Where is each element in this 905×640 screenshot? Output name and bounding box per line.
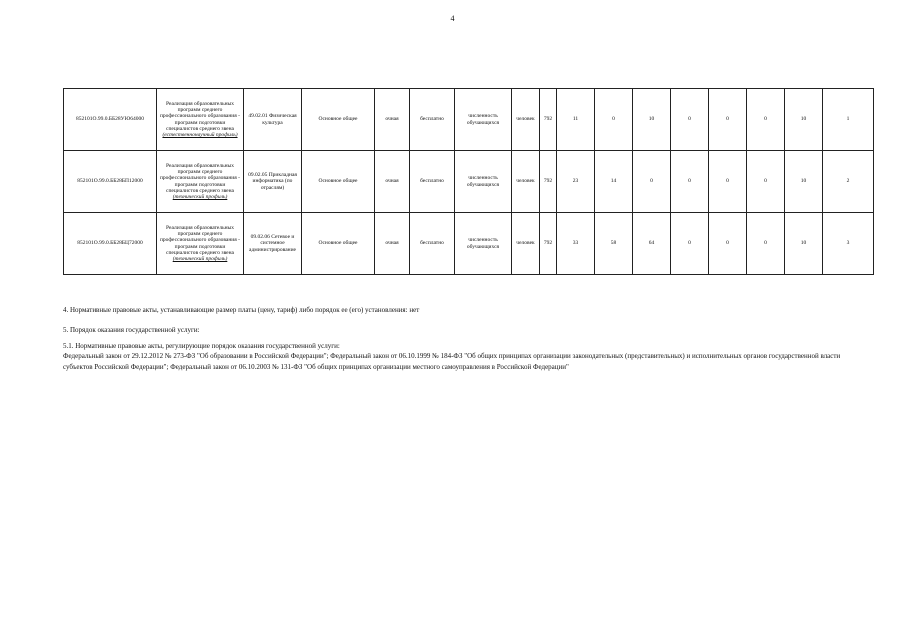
- section-5-1-laws: Федеральный закон от 29.12.2012 № 273-ФЗ "Об образовании в Российской Федерации"; Федеральный закон от 06.10.1999 № 184-ФЗ "Об общих принципах организации законодательных (представительных) и исполнительных органов государственной власти субъектов Российской Федерации"; Федеральный закон от 06.10.2003 № 131-ФЗ "Об общих принципах организации местного самоуправления в Российской Федерации": [63, 352, 841, 371]
- unit-cell: человек: [512, 213, 540, 275]
- indicator-cell: численность обучающихся: [455, 151, 512, 213]
- value-cell-2: 58: [595, 213, 633, 275]
- page-number: 4: [450, 14, 455, 23]
- service-volume-table: [63, 88, 874, 275]
- unit-cell: человек: [512, 151, 540, 213]
- value-cell-5: 0: [709, 89, 747, 151]
- section-5-heading: 5. Порядок оказания государственной услуги:: [63, 326, 200, 334]
- indicator-cell: численность обучающихся: [455, 89, 512, 151]
- section-4-text: 4. Нормативные правовые акты, устанавливающие размер платы (цену, тариф) либо порядок ее (его) установления: нет: [63, 306, 420, 314]
- value-cell-4: 0: [671, 151, 709, 213]
- program-title: Реализация образовательных программ среднего профессионального образования - программ подготовки специалистов среднего звена: [159, 100, 240, 132]
- value-cell-7: 10: [785, 213, 823, 275]
- value-cell-3: 10: [633, 89, 671, 151]
- program-cell: [157, 213, 244, 275]
- value-cell-5: 0: [709, 151, 747, 213]
- value-cell-5: 0: [709, 213, 747, 275]
- value-cell-3: 0: [633, 151, 671, 213]
- value-cell-2: 14: [595, 151, 633, 213]
- program-profile: (технический профиль): [172, 194, 228, 201]
- payment-cell: бесплатно: [410, 213, 455, 275]
- registry-code-cell: 852101О.99.0.ББ28БЦ72000: [64, 213, 157, 275]
- value-cell-1: 33: [557, 213, 595, 275]
- okei-code-cell: 792: [540, 213, 557, 275]
- value-cell-1: 23: [557, 151, 595, 213]
- table-row: [64, 213, 874, 275]
- value-cell-8: 2: [823, 151, 874, 213]
- table-row: [64, 151, 874, 213]
- program-title: Реализация образовательных программ среднего профессионального образования - программ подготовки специалистов среднего звена: [159, 224, 240, 256]
- registry-code-cell: 852101О.99.0.ББ28БП12000: [64, 151, 157, 213]
- study-form-cell: очная: [375, 151, 410, 213]
- table-row: [64, 89, 874, 151]
- unit-cell: человек: [512, 89, 540, 151]
- study-form-cell: очная: [375, 89, 410, 151]
- value-cell-6: 0: [747, 151, 785, 213]
- value-cell-3: 64: [633, 213, 671, 275]
- program-title: Реализация образовательных программ среднего профессионального образования - программ подготовки специалистов среднего звена: [159, 162, 240, 194]
- okei-code-cell: 792: [540, 89, 557, 151]
- program-profile: (естественнонаучный профиль): [162, 132, 238, 139]
- value-cell-8: 3: [823, 213, 874, 275]
- value-cell-2: 0: [595, 89, 633, 151]
- education-level-cell: Основное общее: [302, 151, 375, 213]
- value-cell-1: 11: [557, 89, 595, 151]
- program-cell: [157, 89, 244, 151]
- specialty-cell: 09.02.05 Прикладная информатика (по отраслям): [244, 151, 302, 213]
- study-form-cell: очная: [375, 213, 410, 275]
- indicator-cell: численность обучающихся: [455, 213, 512, 275]
- program-profile: (технический профиль): [172, 256, 228, 263]
- education-level-cell: Основное общее: [302, 213, 375, 275]
- value-cell-6: 0: [747, 213, 785, 275]
- value-cell-6: 0: [747, 89, 785, 151]
- value-cell-4: 0: [671, 89, 709, 151]
- registry-code-cell: 852101О.99.0.ББ28УЮ64000: [64, 89, 157, 151]
- payment-cell: бесплатно: [410, 89, 455, 151]
- education-level-cell: Основное общее: [302, 89, 375, 151]
- specialty-cell: 49.02.01 Физическая культура: [244, 89, 302, 151]
- payment-cell: бесплатно: [410, 151, 455, 213]
- value-cell-7: 10: [785, 89, 823, 151]
- value-cell-8: 1: [823, 89, 874, 151]
- value-cell-7: 10: [785, 151, 823, 213]
- value-cell-4: 0: [671, 213, 709, 275]
- section-5-1-heading: 5.1. Нормативные правовые акты, регулирующие порядок оказания государственной услуги:: [63, 342, 340, 350]
- okei-code-cell: 792: [540, 151, 557, 213]
- program-cell: [157, 151, 244, 213]
- specialty-cell: 09.02.06 Сетевое и системное администрирование: [244, 213, 302, 275]
